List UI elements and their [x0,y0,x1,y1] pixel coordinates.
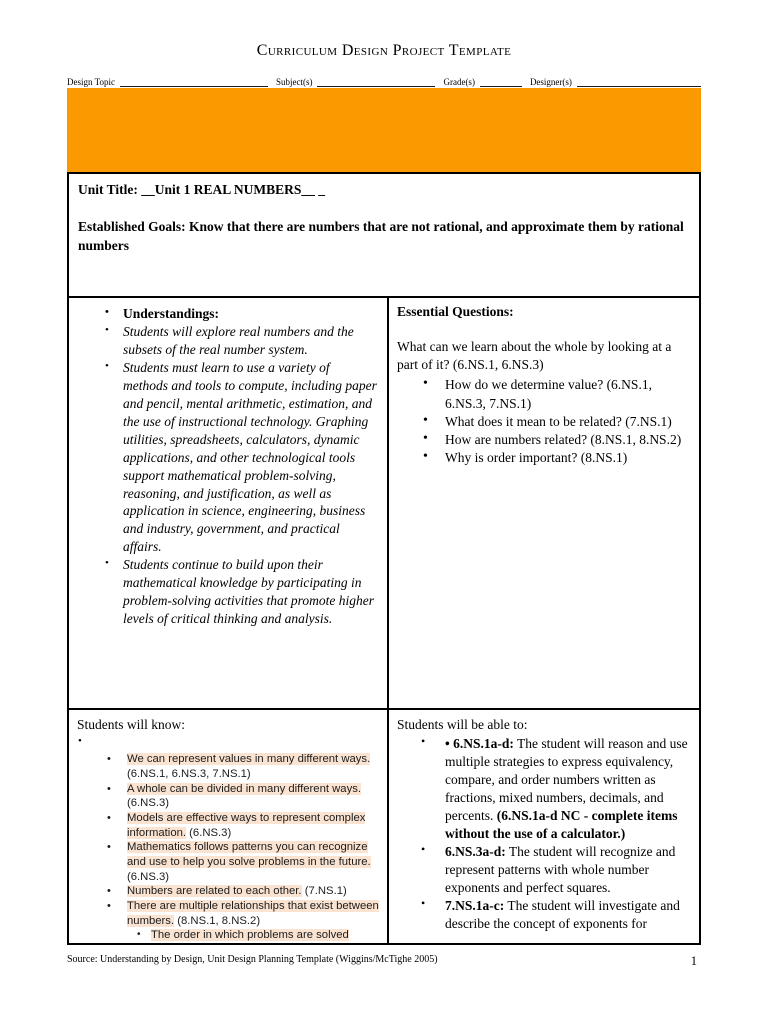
know-item-ref: (6.NS.3) [127,870,170,883]
able-item-standard: 6.NS.3a-d: [445,843,506,859]
empty-bullet: • [78,735,82,747]
source-citation: Source: Understanding by Design, Unit Design Planning Template (Wiggins/McTighe 2005) [67,954,438,965]
orange-banner [67,88,701,172]
essential-questions-intro: What can we learn about the whole by looking at a part of it? (6.NS.1, 6.NS.3) [397,339,672,373]
know-sub-list [127,928,379,943]
essential-question-item: • How are numbers related? (8.NS.1, 8.NS.2) [445,431,691,449]
able-item-standard: • 6.NS.1a-d: [445,736,514,751]
fill-in-line-designers [577,76,701,87]
essential-questions-heading: Essential Questions: [397,304,514,319]
page-title: Curriculum Design Project Template [256,42,512,59]
able-item-note: (6.NS.1a-d NC - complete items without the use of a calculator.) [445,807,678,841]
established-goals: Established Goals: Know that there are numbers that are not rational, and approximate them by rational numbers [78,218,684,253]
know-item-ref: (6.NS.3) [186,826,232,839]
essential-questions-cell [389,298,699,708]
students-will-be-able-cell [389,708,699,943]
able-item [445,843,691,897]
able-item [445,897,691,933]
know-item-ref: (7.NS.1) [301,885,347,898]
field-label-grades: Grade(s) [443,77,475,87]
students-will-know-heading: Students will know: [77,717,186,732]
understandings-list [77,305,379,628]
header-fill-in-row [67,74,701,87]
know-item-highlight: Numbers are related to each other. [127,885,302,898]
understandings-cell [69,298,389,708]
understanding-item: • Students must learn to use a variety of methods and tools to compute, including paper and pencil, mental arithmetic, estimation, and the use of instructional technology. Graphing utilities, spreadsheets, calculators, dynamic applications, and other technological tools support mathematical problem-solving, reasoning, and justification, as well as application in science, engineering, business and industry, government, and practical affairs. [123,359,377,556]
know-item [127,782,379,811]
students-will-know-cell [69,708,389,943]
planning-table [67,298,701,945]
know-sub-item-highlight: The order in which problems are solved [151,929,349,942]
know-sub-item [151,928,379,943]
field-label-subjects: Subject(s) [275,77,313,87]
field-label-designers: Designer(s) [529,77,572,87]
unit-title-box [67,172,701,298]
students-will-be-able-heading: Students will be able to: [397,717,528,732]
know-item [127,752,379,781]
understanding-item: • Students will explore real numbers and the subsets of the real number system. [123,323,377,359]
know-item-ref: (6.NS.3) [127,797,170,810]
able-item-text: The student will recognize and represent patterns with whole number exponents and perfect squares. [445,843,676,895]
essential-questions-list [397,376,691,467]
know-item [127,840,379,884]
know-item-highlight: Mathematics follows patterns you can recognize and use to help you solve problems in the future. [127,841,371,868]
page-footer [67,954,701,969]
know-item-highlight: Models are effective ways to represent complex information. [127,811,366,839]
unit-title-line: Unit Title: __Unit 1 REAL NUMBERS__ _ [78,182,326,197]
understanding-item: • Students continue to build upon their mathematical knowledge by participating in problem-solving activities that promote higher levels of critical thinking and analysis. [123,556,377,628]
know-item-highlight: A whole can be divided in many different ways. [127,782,362,795]
fill-in-line-subjects [317,76,435,87]
essential-question-item: • What does it mean to be related? (7.NS.1) [445,413,691,431]
know-item-highlight: We can represent values in many different ways. [127,753,371,766]
students-will-be-able-list [397,735,691,932]
able-item-standard: 7.NS.1a-c: [445,897,505,913]
fill-in-line-grades [480,76,522,87]
know-item-ref: (6.NS.1, 6.NS.3, 7.NS.1) [127,767,251,780]
fill-in-line-design-topic [120,76,268,87]
know-item-highlight: There are multiple relationships that exist between numbers. [127,899,379,927]
essential-question-item: • Why is order important? (8.NS.1) [445,449,691,467]
know-item [127,899,379,943]
understandings-heading: • Understandings: [123,305,377,323]
know-item [127,884,379,899]
know-item-ref: (8.NS.1, 8.NS.2) [174,914,261,927]
essential-question-item: • How do we determine value? (6.NS.1, 6.NS.3, 7.NS.1) [445,376,691,412]
able-item-text: The student will reason and use multiple strategies to express equivalency, compare, and order numbers written as fractions, mixed numbers, decimals, and percents. [445,736,688,823]
page-number: 1 [690,954,697,968]
able-item [445,735,691,843]
field-label-design-topic: Design Topic [67,77,115,87]
able-item-text: The student will investigate and describe the concept of exponents for [445,897,680,931]
students-will-know-list [77,752,379,943]
know-item [127,811,379,840]
